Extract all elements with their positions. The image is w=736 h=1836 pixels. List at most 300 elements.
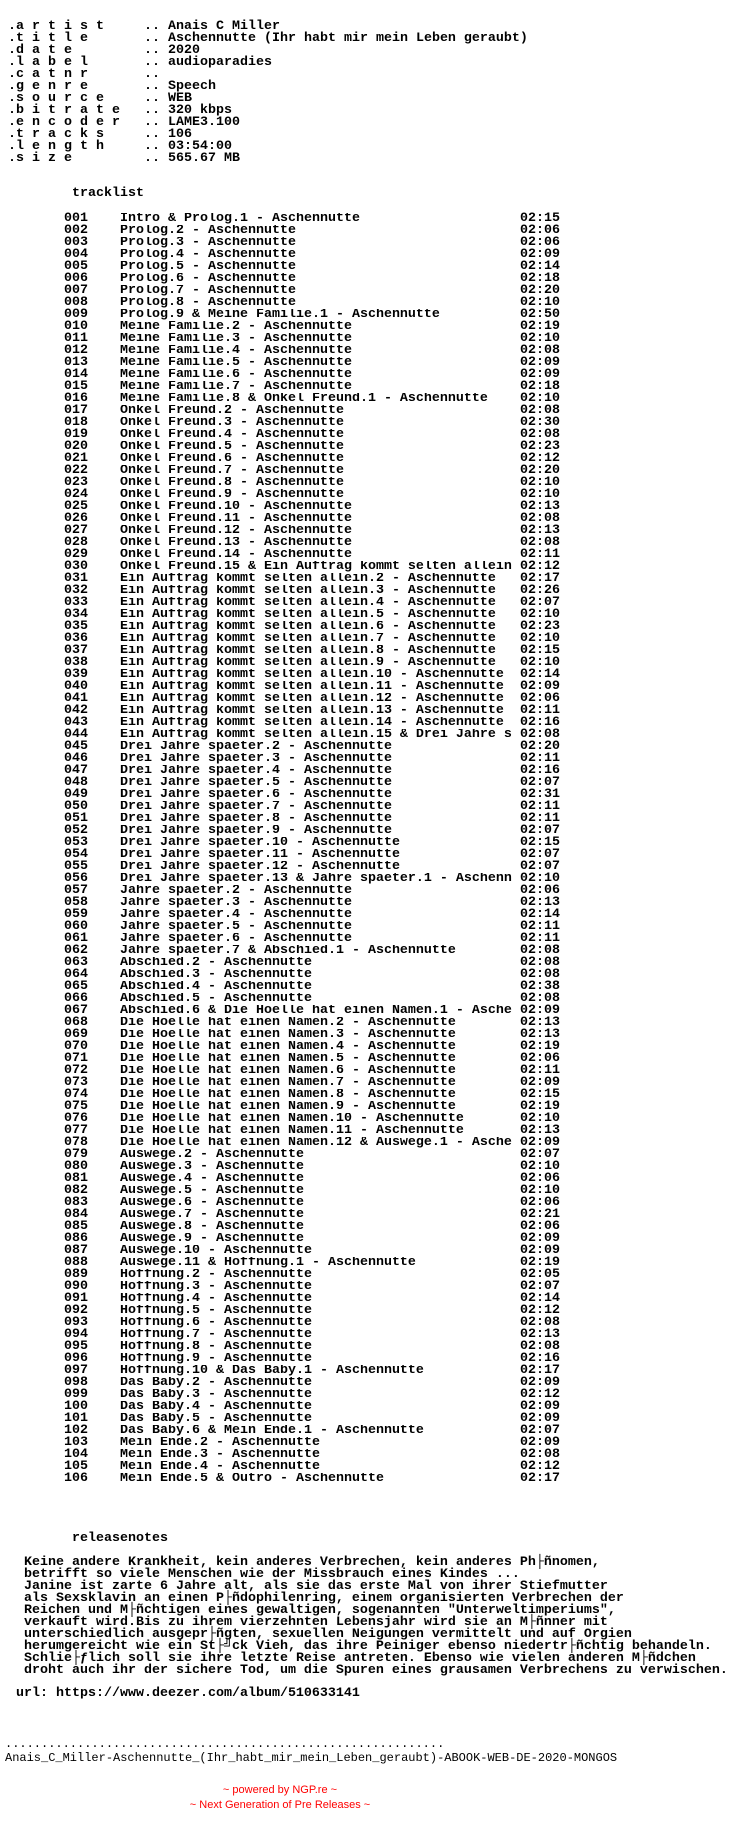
track-number: 021 [64,451,88,466]
track-title: Auswege.8 - Aschennutte [120,1221,304,1233]
track-title: Onkel Freund.2 - Aschennutte [120,405,344,417]
tracklist [64,213,584,1485]
track-title: Meine Familie.4 - Aschennutte [120,345,352,357]
track-duration: 02:11 [520,703,560,718]
track-duration: 02:13 [520,523,560,538]
track-title: Abschied.6 & Die Hoelle hat einen Namen.1 - Asche [120,1005,512,1017]
track-number: 006 [64,271,88,286]
track-number: 093 [64,1315,88,1330]
track-number: 009 [64,307,88,322]
track-title: Prolog.3 - Aschennutte [120,237,296,249]
track-title: Die Hoelle hat einen Namen.6 - Aschennutte [120,1065,456,1077]
track-title: Onkel Freund.3 - Aschennutte [120,417,344,429]
track-title: Ein Auftrag kommt selten allein.8 - Aschennutte [120,645,496,657]
track-duration: 02:08 [520,955,560,970]
track-title: Mein Ende.3 - Aschennutte [120,1449,320,1461]
track-duration: 02:08 [520,1447,560,1462]
track-row [64,321,584,333]
track-number: 052 [64,823,88,838]
track-duration: 02:10 [520,391,560,406]
track-title: Onkel Freund.12 - Aschennutte [120,525,352,537]
track-row [64,897,584,909]
track-number: 005 [64,259,88,274]
track-duration: 02:08 [520,511,560,526]
header-key: .l a b e l [8,55,88,70]
track-duration: 02:07 [520,1147,560,1162]
track-row [64,1029,584,1041]
track-row [64,405,584,417]
track-number: 026 [64,511,88,526]
track-title: Onkel Freund.9 - Aschennutte [120,489,344,501]
track-number: 094 [64,1327,88,1342]
track-title: Jahre spaeter.7 & Abschied.1 - Aschennutte [120,945,456,957]
track-duration: 02:08 [520,991,560,1006]
track-row [64,777,584,789]
track-duration: 02:07 [520,859,560,874]
track-duration: 02:09 [520,1243,560,1258]
track-title: Onkel Freund.10 - Aschennutte [120,501,352,513]
track-row [64,1101,584,1113]
track-duration: 02:10 [520,1159,560,1174]
track-title: Ein Auftrag kommt selten allein.5 - Aschennutte [120,609,496,621]
header-key: .t i t l e [8,31,88,46]
track-duration: 02:08 [520,943,560,958]
track-duration: 02:10 [520,331,560,346]
track-duration: 02:11 [520,799,560,814]
track-row [64,621,584,633]
track-title: Mein Ende.5 & Outro - Aschennutte [120,1473,384,1485]
track-row [64,1245,584,1257]
track-duration: 02:10 [520,607,560,622]
track-row [64,513,584,525]
track-number: 059 [64,907,88,922]
track-number: 065 [64,979,88,994]
track-number: 036 [64,631,88,646]
track-title: Drei Jahre spaeter.10 - Aschennutte [120,837,400,849]
track-duration: 02:11 [520,547,560,562]
track-title: Onkel Freund.5 - Aschennutte [120,441,344,453]
track-title: Hoffnung.5 - Aschennutte [120,1305,312,1317]
header-value: 565.67 MB [168,151,240,166]
track-number: 049 [64,787,88,802]
track-title: Jahre spaeter.3 - Aschennutte [120,897,352,909]
header-separator: .. [144,55,160,70]
track-duration: 02:08 [520,1339,560,1354]
track-title: Die Hoelle hat einen Namen.8 - Aschennutte [120,1089,456,1101]
track-number: 089 [64,1267,88,1282]
track-row [64,1473,584,1485]
track-row [64,933,584,945]
releasenote-line: Keine andere Krankheit, kein anderes Verbrechen, kein anderes Ph├ñnomen, [24,1555,600,1570]
track-title: Hoffnung.2 - Aschennutte [120,1269,312,1281]
track-title: Abschied.5 - Aschennutte [120,993,312,1005]
track-number: 054 [64,847,88,862]
track-number: 103 [64,1435,88,1450]
track-number: 043 [64,715,88,730]
track-row [64,609,584,621]
header-value: audioparadies [168,55,272,70]
track-title: Abschied.2 - Aschennutte [120,957,312,969]
track-row [64,849,584,861]
track-duration: 02:19 [520,1099,560,1114]
track-duration: 02:07 [520,775,560,790]
header-separator: .. [144,67,160,82]
track-row [64,789,584,801]
track-number: 019 [64,427,88,442]
header-separator: .. [144,79,160,94]
track-title: Ein Auftrag kommt selten allein.9 - Aschennutte [120,657,496,669]
track-number: 033 [64,595,88,610]
track-title: Onkel Freund.15 & Ein Auftrag kommt selten allein [120,561,512,573]
track-row [64,429,584,441]
track-number: 067 [64,1003,88,1018]
track-title: Die Hoelle hat einen Namen.7 - Aschennutte [120,1077,456,1089]
track-duration: 02:14 [520,667,560,682]
track-row [64,945,584,957]
track-row [64,861,584,873]
releasenotes [24,1557,728,1677]
track-row [64,801,584,813]
track-number: 088 [64,1255,88,1270]
track-row [64,1293,584,1305]
track-title: Onkel Freund.7 - Aschennutte [120,465,344,477]
track-number: 045 [64,739,88,754]
track-row [64,1077,584,1089]
track-number: 091 [64,1291,88,1306]
track-title: Auswege.6 - Aschennutte [120,1197,304,1209]
track-row [64,393,584,405]
track-row [64,261,584,273]
track-title: Drei Jahre spaeter.2 - Aschennutte [120,741,392,753]
track-row [64,549,584,561]
track-number: 063 [64,955,88,970]
track-duration: 02:15 [520,1087,560,1102]
track-row [64,1209,584,1221]
track-number: 098 [64,1375,88,1390]
track-number: 039 [64,667,88,682]
track-title: Onkel Freund.8 - Aschennutte [120,477,344,489]
track-title: Prolog.4 - Aschennutte [120,249,296,261]
header-separator: .. [144,115,160,130]
track-duration: 02:20 [520,283,560,298]
header-separator: .. [144,43,160,58]
track-number: 060 [64,919,88,934]
track-number: 008 [64,295,88,310]
track-duration: 02:23 [520,439,560,454]
track-title: Auswege.7 - Aschennutte [120,1209,304,1221]
track-title: Jahre spaeter.2 - Aschennutte [120,885,352,897]
track-row [64,273,584,285]
track-row [64,537,584,549]
track-duration: 02:16 [520,1351,560,1366]
track-row [64,1389,584,1401]
track-row [64,345,584,357]
track-duration: 02:08 [520,1315,560,1330]
track-title: Onkel Freund.11 - Aschennutte [120,513,352,525]
header-key: .g e n r e [8,79,88,94]
track-row [64,1449,584,1461]
track-number: 022 [64,463,88,478]
track-row [64,441,584,453]
track-duration: 02:07 [520,1423,560,1438]
track-number: 066 [64,991,88,1006]
releasenote-line: Schlie├ƒlich soll sie ihre letzte Reise antreten. Ebenso wie vielen anderen M├ñdchen [24,1651,696,1666]
track-number: 014 [64,367,88,382]
header-key: .d a t e [8,43,72,58]
url-line: url: https://www.deezer.com/album/510633141 [16,1686,360,1701]
track-row [64,1089,584,1101]
track-duration: 02:08 [520,427,560,442]
track-row [64,573,584,585]
track-duration: 02:06 [520,1171,560,1186]
releasenote-line: unterschiedlich ausgepr├ñgten, sexuellen Neigungen vermittelt und auf Orgien [24,1627,632,1642]
track-row [64,1353,584,1365]
track-title: Die Hoelle hat einen Namen.5 - Aschennutte [120,1053,456,1065]
track-row [64,585,584,597]
header-separator: .. [144,151,160,166]
track-title: Ein Auftrag kommt selten allein.10 - Aschennutte [120,669,504,681]
track-row [64,741,584,753]
track-row [64,1053,584,1065]
track-row [64,765,584,777]
track-row [64,501,584,513]
track-duration: 02:12 [520,451,560,466]
track-duration: 02:10 [520,475,560,490]
header-key: .t r a c k s [8,127,104,142]
track-title: Ein Auftrag kommt selten allein.13 - Aschennutte [120,705,504,717]
track-title: Prolog.7 - Aschennutte [120,285,296,297]
track-title: Drei Jahre spaeter.13 & Jahre spaeter.1 - Aschenn [120,873,512,885]
track-number: 023 [64,475,88,490]
track-duration: 02:15 [520,835,560,850]
track-duration: 02:09 [520,1003,560,1018]
track-number: 086 [64,1231,88,1246]
track-row [64,1125,584,1137]
track-number: 027 [64,523,88,538]
track-number: 077 [64,1123,88,1138]
track-title: Drei Jahre spaeter.7 - Aschennutte [120,801,392,813]
track-duration: 02:14 [520,1291,560,1306]
track-duration: 02:12 [520,1387,560,1402]
track-duration: 02:10 [520,295,560,310]
track-title: Ein Auftrag kommt selten allein.3 - Aschennutte [120,585,496,597]
track-row [64,597,584,609]
track-title: Auswege.9 - Aschennutte [120,1233,304,1245]
track-title: Hoffnung.3 - Aschennutte [120,1281,312,1293]
track-duration: 02:18 [520,379,560,394]
track-duration: 02:12 [520,559,560,574]
track-duration: 02:15 [520,643,560,658]
track-row [64,1281,584,1293]
track-row [64,213,584,225]
track-duration: 02:08 [520,403,560,418]
track-duration: 02:08 [520,535,560,550]
track-title: Die Hoelle hat einen Namen.12 & Auswege.1 - Asche [120,1137,512,1149]
track-number: 044 [64,727,88,742]
track-title: Ein Auftrag kommt selten allein.11 - Aschennutte [120,681,504,693]
track-title: Hoffnung.9 - Aschennutte [120,1353,312,1365]
track-number: 032 [64,583,88,598]
track-number: 040 [64,679,88,694]
track-duration: 02:31 [520,787,560,802]
track-number: 051 [64,811,88,826]
track-row [64,681,584,693]
track-number: 004 [64,247,88,262]
track-row [64,1065,584,1077]
track-title: Das Baby.4 - Aschennutte [120,1401,312,1413]
track-title: Ein Auftrag kommt selten allein.6 - Aschennutte [120,621,496,633]
track-duration: 02:09 [520,1411,560,1426]
track-title: Onkel Freund.6 - Aschennutte [120,453,344,465]
track-number: 034 [64,607,88,622]
header-value: LAME3.100 [168,115,240,130]
header-value: WEB [168,91,192,106]
header-separator: .. [144,139,160,154]
header-separator: .. [144,31,160,46]
track-number: 048 [64,775,88,790]
track-number: 082 [64,1183,88,1198]
track-row [64,1365,584,1377]
track-number: 090 [64,1279,88,1294]
track-title: Ein Auftrag kommt selten allein.14 - Aschennutte [120,717,504,729]
track-duration: 02:06 [520,1219,560,1234]
header-key: .c a t n r [8,67,88,82]
header-value: 320 kbps [168,103,232,118]
track-duration: 02:11 [520,1063,560,1078]
releasenote-line: betrifft so viele Menschen wie der Missbrauch eines Kindes ... [24,1567,520,1582]
track-duration: 02:10 [520,631,560,646]
track-row [64,1401,584,1413]
track-duration: 02:09 [520,1231,560,1246]
track-title: Ein Auftrag kommt selten allein.12 - Aschennutte [120,693,504,705]
track-number: 073 [64,1075,88,1090]
track-title: Meine Familie.7 - Aschennutte [120,381,352,393]
track-number: 072 [64,1063,88,1078]
track-row [64,981,584,993]
track-number: 017 [64,403,88,418]
track-duration: 02:23 [520,619,560,634]
track-duration: 02:19 [520,319,560,334]
track-number: 038 [64,655,88,670]
track-duration: 02:09 [520,1399,560,1414]
track-row [64,885,584,897]
track-number: 095 [64,1339,88,1354]
track-row [64,381,584,393]
header-key: .s o u r c e [8,91,104,106]
track-number: 058 [64,895,88,910]
track-duration: 02:09 [520,367,560,382]
track-duration: 02:10 [520,1111,560,1126]
track-row [64,1413,584,1425]
track-title: Intro & Prolog.1 - Aschennutte [120,213,360,225]
track-duration: 02:26 [520,583,560,598]
releasenote-line: verkauft wird.Bis zu ihrem vierzehnten Lebensjahr wird sie an M├ñnner mit [24,1615,608,1630]
track-row [64,465,584,477]
header-key: .s i z e [8,151,72,166]
track-row [64,489,584,501]
track-row [64,1329,584,1341]
track-number: 104 [64,1447,88,1462]
track-duration: 02:09 [520,1435,560,1450]
track-number: 053 [64,835,88,850]
track-duration: 02:11 [520,931,560,946]
track-title: Abschied.3 - Aschennutte [120,969,312,981]
track-row [64,1257,584,1269]
track-number: 029 [64,547,88,562]
track-duration: 02:14 [520,259,560,274]
track-number: 018 [64,415,88,430]
track-row [64,237,584,249]
track-number: 068 [64,1015,88,1030]
track-row [64,561,584,573]
track-number: 064 [64,967,88,982]
tracklist-title: tracklist [72,186,144,201]
track-duration: 02:38 [520,979,560,994]
track-row [64,921,584,933]
track-row [64,369,584,381]
track-title: Das Baby.3 - Aschennutte [120,1389,312,1401]
track-title: Hoffnung.10 & Das Baby.1 - Aschennutte [120,1365,424,1377]
track-title: Drei Jahre spaeter.12 - Aschennutte [120,861,400,873]
track-row [64,1221,584,1233]
track-duration: 02:06 [520,691,560,706]
track-row [64,1461,584,1473]
track-duration: 02:20 [520,463,560,478]
track-number: 079 [64,1147,88,1162]
track-title: Die Hoelle hat einen Namen.10 - Aschennutte [120,1113,464,1125]
track-duration: 02:50 [520,307,560,322]
track-row [64,645,584,657]
track-title: Mein Ende.2 - Aschennutte [120,1437,320,1449]
track-duration: 02:07 [520,823,560,838]
track-title: Die Hoelle hat einen Namen.11 - Aschennutte [120,1125,464,1137]
track-title: Prolog.8 - Aschennutte [120,297,296,309]
track-duration: 02:06 [520,1195,560,1210]
track-duration: 02:09 [520,679,560,694]
track-number: 100 [64,1399,88,1414]
track-number: 015 [64,379,88,394]
track-title: Mein Ende.4 - Aschennutte [120,1461,320,1473]
track-title: Prolog.5 - Aschennutte [120,261,296,273]
track-duration: 02:05 [520,1267,560,1282]
track-row [64,1437,584,1449]
track-number: 057 [64,883,88,898]
track-title: Prolog.6 - Aschennutte [120,273,296,285]
track-row [64,285,584,297]
track-number: 105 [64,1459,88,1474]
header-key: .b i t r a t e [8,103,120,118]
releasenote-line: herumgereicht wie ein St├╝ck Vieh, das ihre Peiniger ebenso niedertr├ñchtig behandeln. [24,1639,712,1654]
track-title: Meine Familie.8 & Onkel Freund.1 - Aschennutte [120,393,488,405]
track-duration: 02:13 [520,895,560,910]
track-duration: 02:08 [520,727,560,742]
track-duration: 02:13 [520,1015,560,1030]
track-row [64,657,584,669]
track-number: 013 [64,355,88,370]
track-duration: 02:12 [520,1459,560,1474]
track-duration: 02:07 [520,1279,560,1294]
track-duration: 02:11 [520,751,560,766]
track-duration: 02:06 [520,235,560,250]
track-duration: 02:19 [520,1039,560,1054]
track-number: 092 [64,1303,88,1318]
header-key: .l e n g t h [8,139,104,154]
track-duration: 02:08 [520,343,560,358]
track-title: Drei Jahre spaeter.4 - Aschennutte [120,765,392,777]
track-duration: 02:06 [520,1051,560,1066]
track-duration: 02:10 [520,487,560,502]
track-row [64,309,584,321]
